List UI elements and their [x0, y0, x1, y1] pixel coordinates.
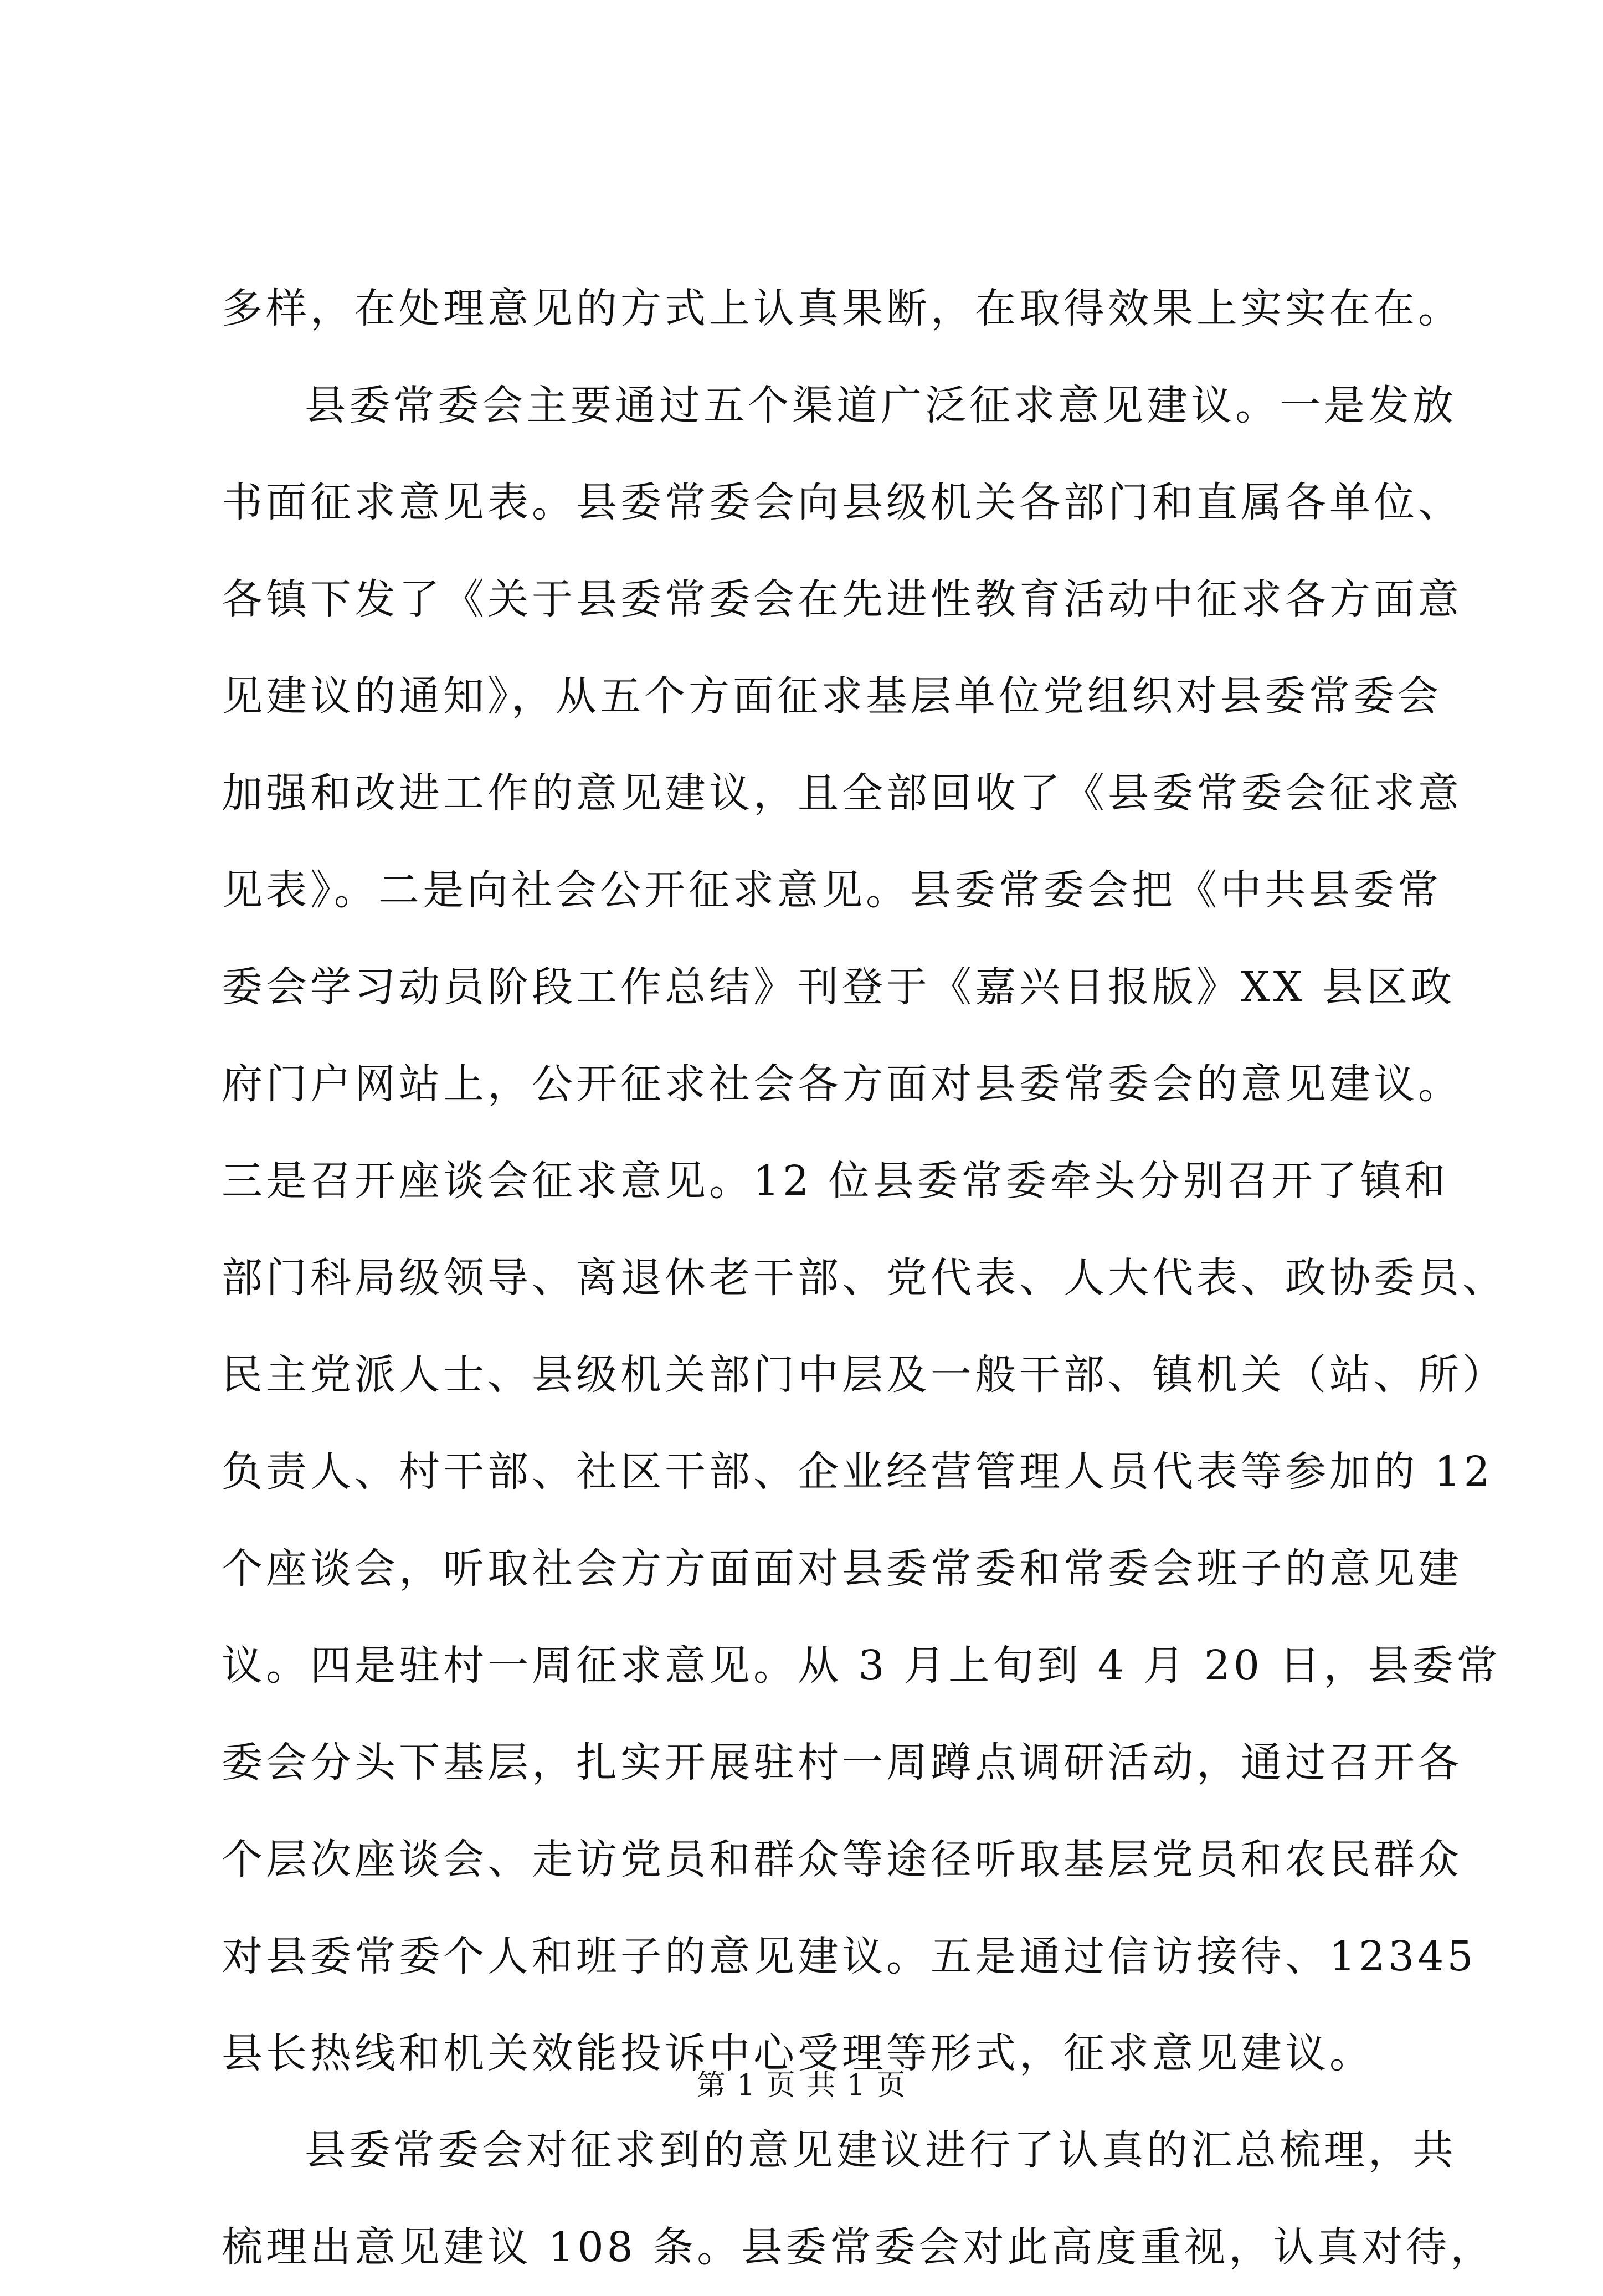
paragraph-end-line: 县长热线和机关效能投诉中心受理等形式，征求意见建议。	[222, 2030, 1374, 2077]
text-line: 加强和改进工作的意见建议，且全部回收了《县委常委会征求意	[222, 769, 1462, 817]
text-line: 个座谈会，听取社会方方面面对县委常委和常委会班子的意见建	[222, 1545, 1462, 1593]
text-line: 负责人、村干部、社区干部、企业经营管理人员代表等参加的 12	[222, 1448, 1493, 1496]
text-line: 委会学习动员阶段工作总结》刊登于《嘉兴日报版》XX 县区政	[222, 963, 1455, 1011]
text-line: 对县委常委个人和班子的意见建议。五是通过信访接待、12345	[222, 1933, 1477, 1980]
text-line: 梳理出意见建议 108 条。县委常委会对此高度重视，认真对待，	[222, 2223, 1495, 2271]
text-line: 个层次座谈会、走访党员和群众等途径听取基层党员和农民群众	[222, 1836, 1462, 1883]
text-line: 议。四是驻村一周征求意见。从 3 月上旬到 4 月 20 日，县委常	[222, 1642, 1501, 1689]
text-line: 书面征求意见表。县委常委会向县级机关各部门和直属各单位、	[222, 479, 1462, 526]
document-body	[222, 260, 1507, 2296]
text-line: 三是召开座谈会征求意见。12 位县委常委牵头分别召开了镇和	[222, 1157, 1449, 1205]
text-line: 见表》。二是向社会公开征求意见。县委常委会把《中共县委常	[222, 866, 1442, 914]
text-line: 府门户网站上，公开征求社会各方面对县委常委会的意见建议。	[222, 1060, 1462, 1108]
text-line: 委会分头下基层，扎实开展驻村一周蹲点调研活动，通过召开各	[222, 1739, 1462, 1786]
text-line: 多样，在处理意见的方式上认真果断，在取得效果上实实在在。	[222, 285, 1462, 332]
text-line: 部门科局级领导、离退休老干部、党代表、人大代表、政协委员、	[222, 1254, 1507, 1302]
text-line: 见建议的通知》，从五个方面征求基层单位党组织对县委常委会	[222, 672, 1442, 720]
paragraph-start-line: 县委常委会主要通过五个渠道广泛征求意见建议。一是发放	[305, 382, 1457, 429]
text-line: 民主党派人士、县级机关部门中层及一般干部、镇机关（站、所）	[222, 1351, 1507, 1399]
paragraph-start-line: 县委常委会对征求到的意见建议进行了认真的汇总梳理，共	[305, 2127, 1457, 2174]
page-footer: 第 1 页 共 1 页	[696, 2069, 907, 2102]
text-line: 各镇下发了《关于县委常委会在先进性教育活动中征求各方面意	[222, 576, 1462, 623]
